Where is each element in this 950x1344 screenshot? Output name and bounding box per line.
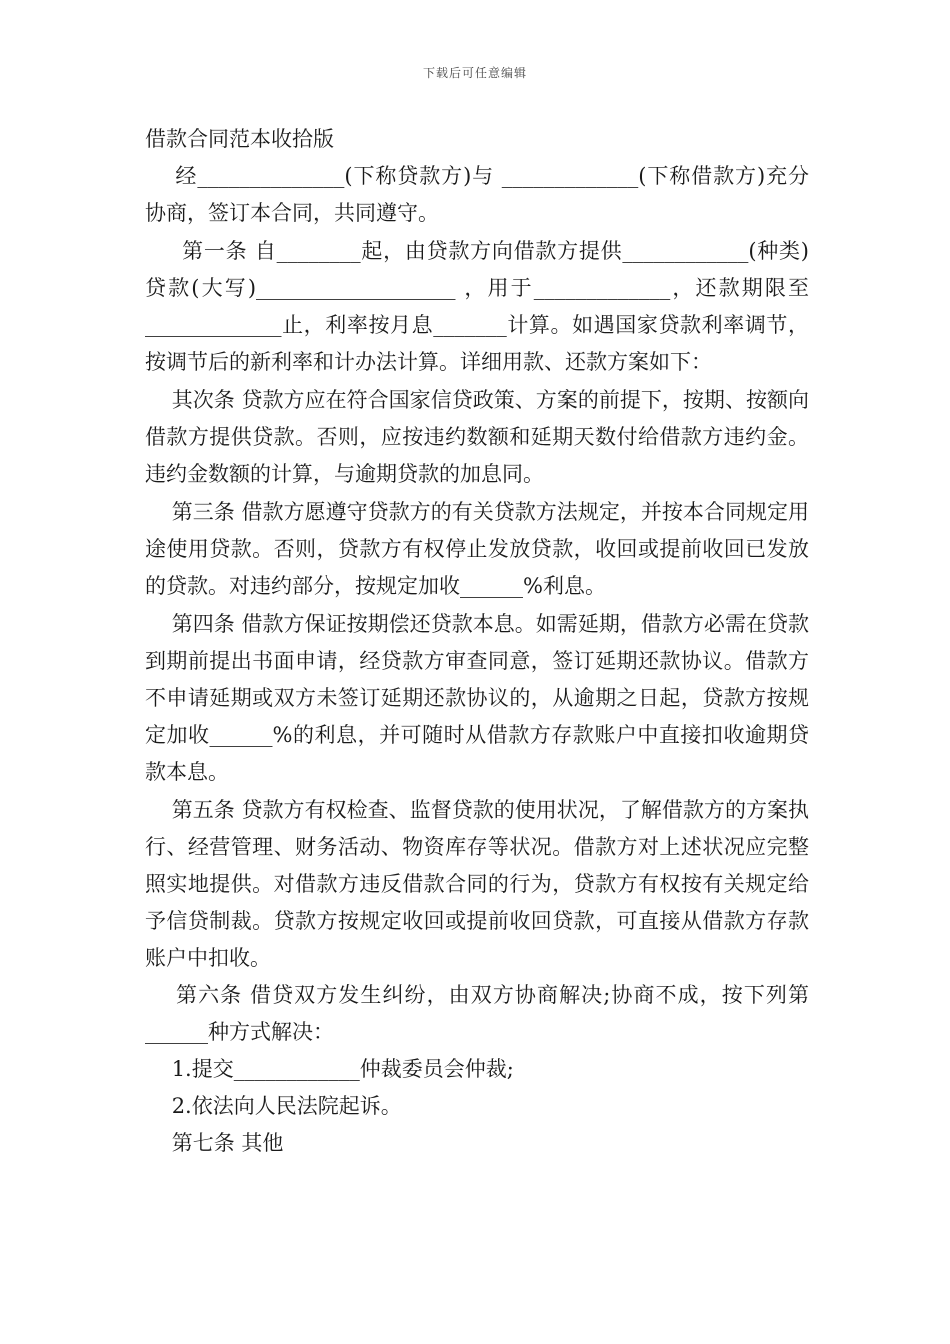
list-item-arbitration: 1.提交____________仲裁委员会仲裁; — [145, 1057, 514, 1081]
article-1-paragraph: 第一条 自________起，由贷款方向借款方提供____________(种类)贷款(大写)___________________ ，用于_____________，还款期限至_____________止，利率按月息_______计算。如遇国家贷款利率调节，按调节后的新利率和计办法计算。详细用款、还款方案如下： — [145, 239, 809, 374]
document-body — [145, 121, 809, 1162]
article-3-paragraph: 第三条 借款方愿遵守贷款方的有关贷款方法规定，并按本合同规定用途使用贷款。否则，贷款方有权停止发放贷款，收回或提前收回已发放的贷款。对违约部分，按规定加收______%利息。 — [145, 500, 809, 598]
preamble-paragraph: 经______________(下称贷款方)与 _____________(下称借款方)充分协商，签订本合同，共同遵守。 — [145, 164, 809, 225]
article-7-heading: 第七条 其他 — [145, 1131, 284, 1155]
article-2-paragraph: 其次条 贷款方应在符合国家信贷政策、方案的前提下，按期、按额向借款方提供贷款。否则，应按违约数额和延期天数付给借款方违约金。违约金数额的计算，与逾期贷款的加息同。 — [145, 388, 809, 486]
article-4-paragraph: 第四条 借款方保证按期偿还贷款本息。如需延期，借款方必需在贷款到期前提出书面申请，经贷款方审查同意，签订延期还款协议。借款方不申请延期或双方未签订延期还款协议的，从逾期之日起，贷款方按规定加收______%的利息，并可随时从借款方存款账户中直接扣收逾期贷款本息。 — [145, 612, 809, 784]
header-note: 下载后可任意编辑 — [422, 66, 527, 80]
article-5-paragraph: 第五条 贷款方有权检查、监督贷款的使用状况，了解借款方的方案执行、经营管理、财务活动、物资库存等状况。借款方对上述状况应完整照实地提供。对借款方违反借款合同的行为，贷款方有权按有关规定给予信贷制裁。贷款方按规定收回或提前收回贷款，可直接从借款方存款账户中扣收。 — [145, 798, 809, 970]
list-item-litigation: 2.依法向人民法院起诉。 — [145, 1094, 402, 1118]
document-title: 借款合同范本收拾版 — [145, 127, 334, 151]
article-6-paragraph: 第六条 借贷双方发生纠纷，由双方协商解决;协商不成，按下列第______种方式解决： — [145, 983, 809, 1044]
